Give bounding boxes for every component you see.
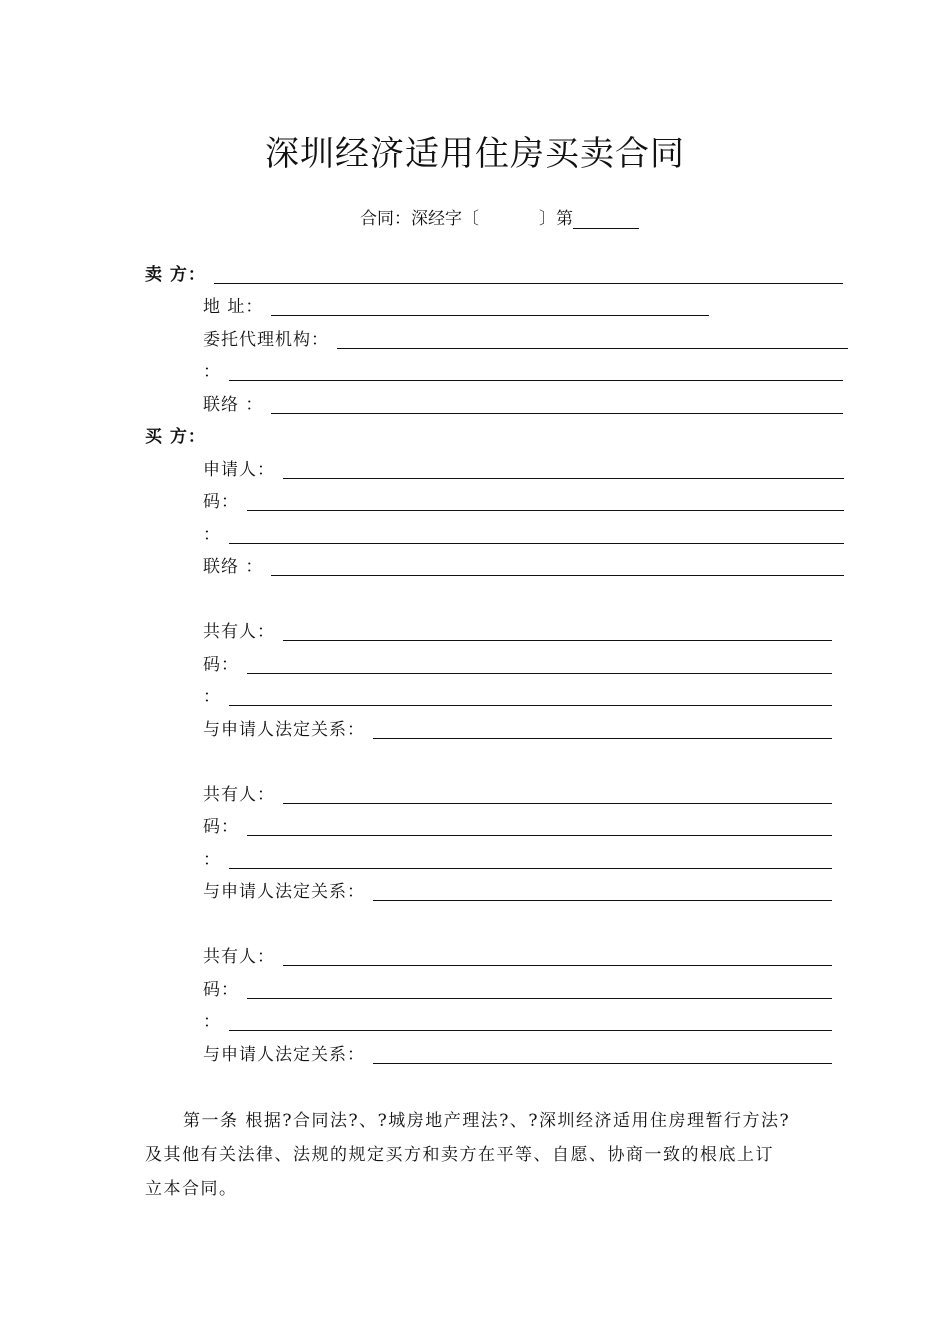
co-owner-code-label: 码： (203, 655, 239, 675)
co-owner-blank[interactable] (283, 964, 832, 966)
buyer-code-row (203, 489, 844, 515)
article-1 (145, 1104, 835, 1206)
buyer-code-label: 码： (203, 492, 239, 512)
co-owner-row (203, 782, 832, 808)
co-owner-code-blank[interactable] (247, 997, 832, 999)
seller-agent-blank[interactable] (337, 347, 848, 349)
buyer-heading: 买 方： (145, 427, 206, 447)
buyer-blank-field[interactable] (229, 542, 844, 544)
co-owner-code-blank[interactable] (247, 672, 832, 674)
buyer-contact-blank[interactable] (271, 574, 844, 576)
co-owner-blank-label: ： (203, 850, 221, 870)
contract-number-blank[interactable] (573, 212, 639, 229)
seller-row (145, 262, 843, 288)
seller-contact-label: 联络 ： (203, 395, 264, 415)
page-title: 深圳经济适用住房买卖合同 (265, 134, 685, 174)
seller-contact-row (203, 392, 843, 418)
co-owner-row (203, 619, 832, 645)
seller-blank[interactable] (214, 282, 843, 284)
article-1-line-2: 及其他有关法律、法规的规定买方和卖方在平等、自愿、协商一致的根底上订 (145, 1145, 774, 1165)
seller-agent-label: 委托代理机构： (203, 330, 329, 350)
contract-number-middle: 〕第 (539, 209, 573, 229)
buyer-blank-row (203, 522, 844, 548)
contract-number-prefix: 合同：深经字〔 (360, 209, 479, 229)
buyer-row (145, 424, 345, 450)
co-owner-blank-row (203, 847, 832, 873)
co-owner-blank-label: ： (203, 687, 221, 707)
seller-address-blank[interactable] (271, 314, 709, 316)
co-owner-code-row (203, 652, 832, 678)
co-owner-relation-label: 与申请人法定关系： (203, 720, 365, 740)
co-owner-code-row (203, 814, 832, 840)
buyer-contact-row (203, 554, 844, 580)
co-owner-blank-label: ： (203, 1012, 221, 1032)
article-1-line-1: 第一条 根据?合同法?、?城房地产理法?、?深圳经济适用住房理暂行方法? (183, 1111, 791, 1131)
co-owner-relation-blank[interactable] (373, 737, 832, 739)
co-owner-relation-blank[interactable] (373, 1062, 832, 1064)
buyer-applicant-blank[interactable] (283, 477, 844, 479)
co-owner-blank-field[interactable] (229, 867, 832, 869)
seller-address-label: 地 址： (203, 297, 264, 317)
buyer-code-blank[interactable] (247, 509, 844, 511)
co-owner-row (203, 944, 832, 970)
co-owner-blank-field[interactable] (229, 704, 832, 706)
co-owner-relation-row (203, 1042, 832, 1068)
co-owner-relation-label: 与申请人法定关系： (203, 1045, 365, 1065)
co-owner-label: 共有人： (203, 622, 275, 642)
co-owner-code-label: 码： (203, 980, 239, 1000)
buyer-applicant-label: 申请人： (203, 460, 275, 480)
co-owner-blank[interactable] (283, 639, 832, 641)
co-owner-relation-row (203, 717, 832, 743)
seller-blank-field[interactable] (229, 379, 843, 381)
buyer-contact-label: 联络 ： (203, 557, 264, 577)
co-owner-blank[interactable] (283, 802, 832, 804)
seller-agent-row (203, 327, 848, 353)
seller-contact-blank[interactable] (271, 412, 843, 414)
co-owner-code-blank[interactable] (247, 834, 832, 836)
co-owner-label: 共有人： (203, 947, 275, 967)
buyer-blank-label: ： (203, 525, 221, 545)
seller-blank-label: ： (203, 362, 221, 382)
co-owner-relation-blank[interactable] (373, 899, 832, 901)
co-owner-label: 共有人： (203, 785, 275, 805)
co-owner-blank-field[interactable] (229, 1029, 832, 1031)
co-owner-blank-row (203, 684, 832, 710)
co-owner-code-row (203, 977, 832, 1003)
co-owner-code-label: 码： (203, 817, 239, 837)
article-1-line-3: 立本合同。 (145, 1179, 238, 1199)
buyer-applicant-row (203, 457, 844, 483)
article-1-line (145, 1104, 835, 1138)
co-owner-relation-label: 与申请人法定关系： (203, 882, 365, 902)
co-owner-blank-row (203, 1009, 832, 1035)
co-owner-relation-row (203, 879, 832, 905)
seller-blank-row (203, 359, 843, 385)
contract-number (360, 204, 639, 229)
seller-heading: 卖 方： (145, 265, 206, 285)
seller-address-row (203, 294, 709, 320)
